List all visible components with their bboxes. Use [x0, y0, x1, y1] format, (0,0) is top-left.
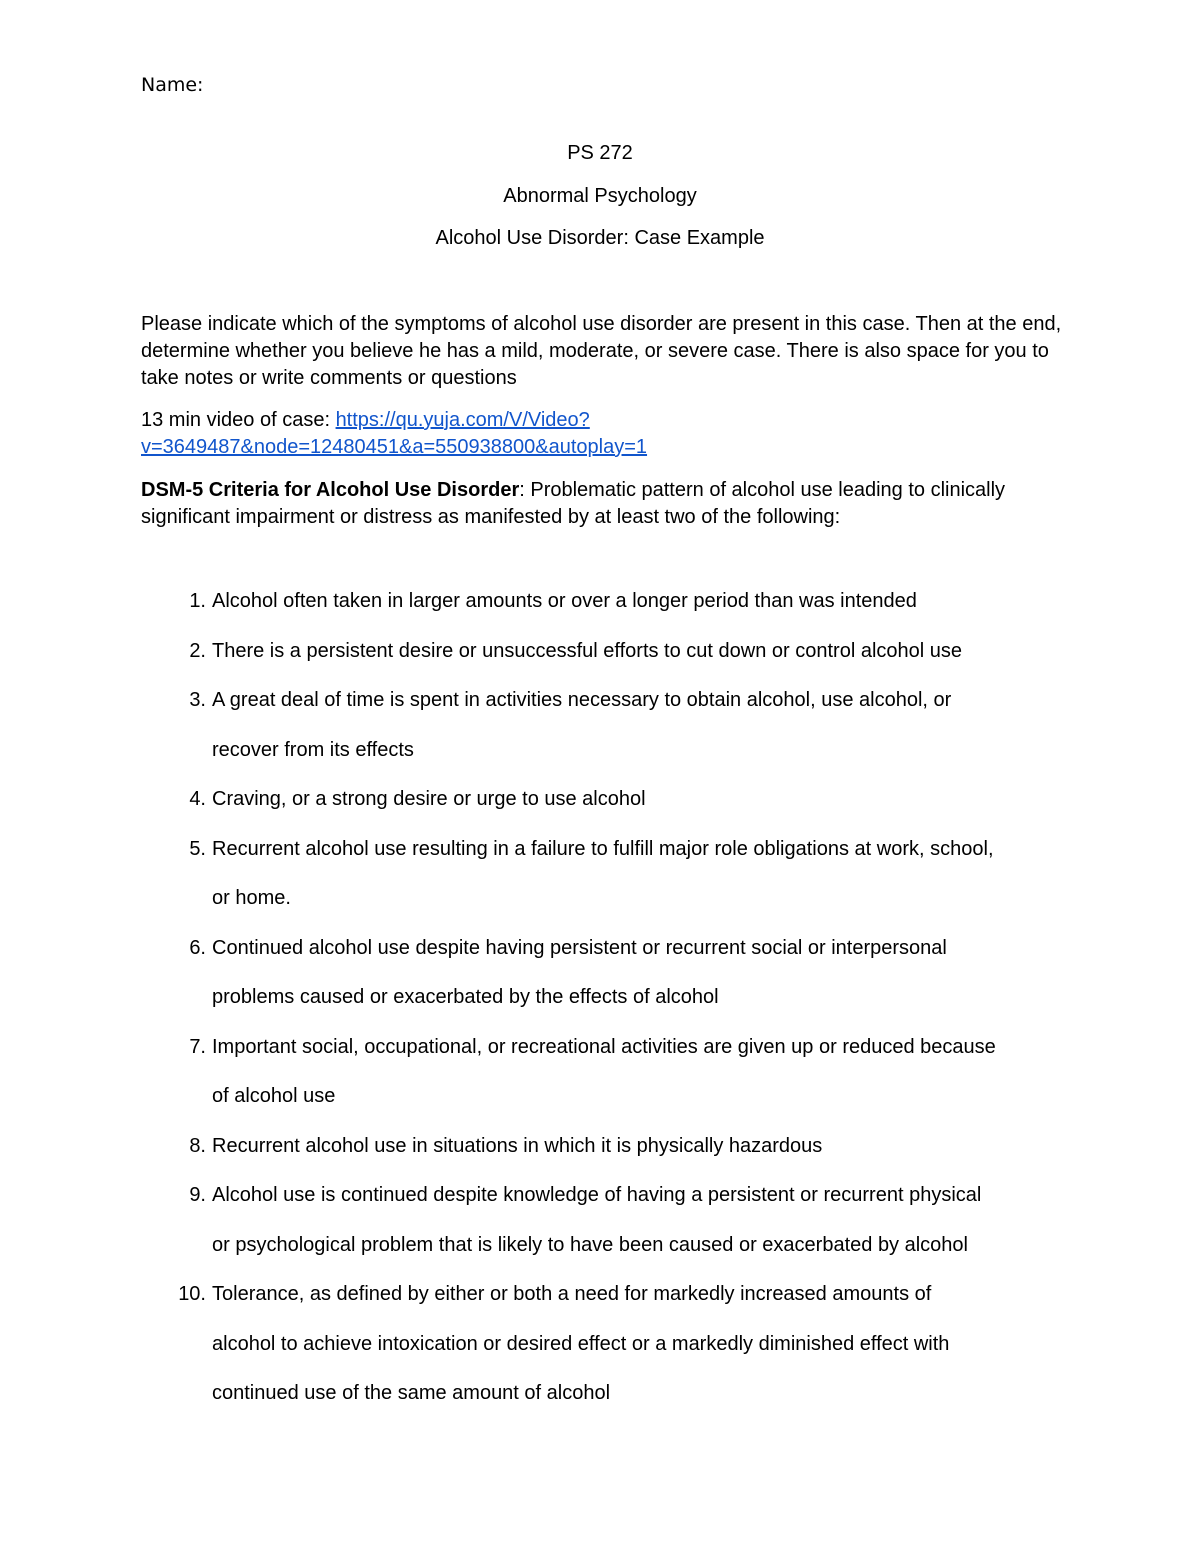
criteria-text-line: A great deal of time is spent in activities necessary to obtain alcohol, use alcohol, or	[212, 689, 952, 711]
criteria-text-line: alcohol to achieve intoxication or desired effect or a markedly diminished effect with	[212, 1332, 950, 1355]
criteria-text	[212, 627, 1072, 677]
criteria-text-line: Continued alcohol use despite having persistent or recurrent social or interpersonal	[212, 936, 947, 959]
criteria-item	[0, 1023, 1200, 1122]
criteria-number: 2.	[189, 639, 206, 662]
criteria-text-line: Important social, occupational, or recreational activities are given up or reduced because	[212, 1035, 996, 1058]
criteria-item	[0, 825, 1200, 924]
criteria-text	[212, 825, 1072, 924]
criteria-item	[0, 1122, 1200, 1172]
criteria-text	[212, 775, 1072, 825]
criteria-item	[0, 627, 1200, 677]
course-code: PS 272	[567, 142, 633, 164]
video-paragraph	[141, 407, 1071, 461]
criteria-text-line: problems caused or exacerbated by the effects of alcohol	[212, 986, 719, 1008]
criteria-text	[212, 1023, 1072, 1122]
criteria-intro-paragraph	[141, 477, 1071, 531]
criteria-intro-bold: DSM-5 Criteria for Alcohol Use Disorder	[141, 479, 520, 501]
criteria-number: 9.	[189, 1184, 206, 1206]
criteria-text	[212, 1270, 1072, 1419]
criteria-item	[0, 924, 1200, 1023]
criteria-item	[0, 577, 1200, 627]
criteria-number: 8.	[189, 1134, 206, 1157]
criteria-item	[0, 676, 1200, 775]
course-name: Abnormal Psychology	[503, 185, 697, 207]
criteria-text	[212, 676, 1072, 775]
video-label: 13 min video of case:	[141, 409, 336, 431]
video-link-line1[interactable]: https://qu.yuja.com/V/Video?	[335, 409, 590, 431]
criteria-text-line: recover from its effects	[212, 738, 414, 761]
criteria-text-line: Alcohol often taken in larger amounts or over a longer period than was intended	[212, 590, 917, 612]
criteria-item	[0, 1270, 1200, 1419]
criteria-text	[212, 924, 1072, 1023]
criteria-number: 6.	[189, 936, 206, 959]
name-label: Name:	[141, 74, 204, 96]
criteria-number: 4.	[189, 788, 206, 810]
criteria-number: 10.	[178, 1283, 206, 1305]
criteria-text-line: or psychological problem that is likely to have been caused or exacerbated by alcohol	[212, 1233, 968, 1256]
criteria-text	[212, 1171, 1072, 1270]
criteria-number: 7.	[189, 1035, 206, 1058]
video-link-line2[interactable]: v=3649487&node=12480451&a=550938800&autoplay=1	[141, 436, 648, 458]
document-title: Alcohol Use Disorder: Case Example	[435, 227, 765, 249]
criteria-text-line: Recurrent alcohol use resulting in a failure to fulfill major role obligations at work, school,	[212, 837, 994, 860]
criteria-item	[0, 1171, 1200, 1270]
criteria-number: 3.	[189, 689, 206, 711]
criteria-intro-text: : Problematic pattern of alcohol use leading to clinically significant impairment or distress as manifested by at least two of the following:	[141, 479, 1006, 528]
criteria-text-line: Recurrent alcohol use in situations in which it is physically hazardous	[212, 1134, 823, 1157]
criteria-text-line: of alcohol use	[212, 1085, 336, 1107]
criteria-text-line: or home.	[212, 887, 291, 909]
criteria-number: 5.	[189, 837, 206, 860]
criteria-text	[212, 577, 1072, 627]
criteria-text-line: Tolerance, as defined by either or both a need for markedly increased amounts of	[212, 1283, 932, 1305]
criteria-text-line: Craving, or a strong desire or urge to use alcohol	[212, 788, 646, 810]
criteria-text-line: continued use of the same amount of alcohol	[212, 1382, 611, 1404]
instructions-paragraph: Please indicate which of the symptoms of alcohol use disorder are present in this case. Then at the end, determine whether you believe he has a mild, moderate, or severe case. There is also space for you to take notes or write comments or questions	[141, 313, 1062, 389]
criteria-text	[212, 1122, 1072, 1172]
criteria-text-line: There is a persistent desire or unsuccessful efforts to cut down or control alcohol use	[212, 639, 963, 662]
criteria-text-line: Alcohol use is continued despite knowledge of having a persistent or recurrent physical	[212, 1184, 982, 1206]
criteria-number: 1.	[189, 590, 206, 612]
criteria-item	[0, 775, 1200, 825]
